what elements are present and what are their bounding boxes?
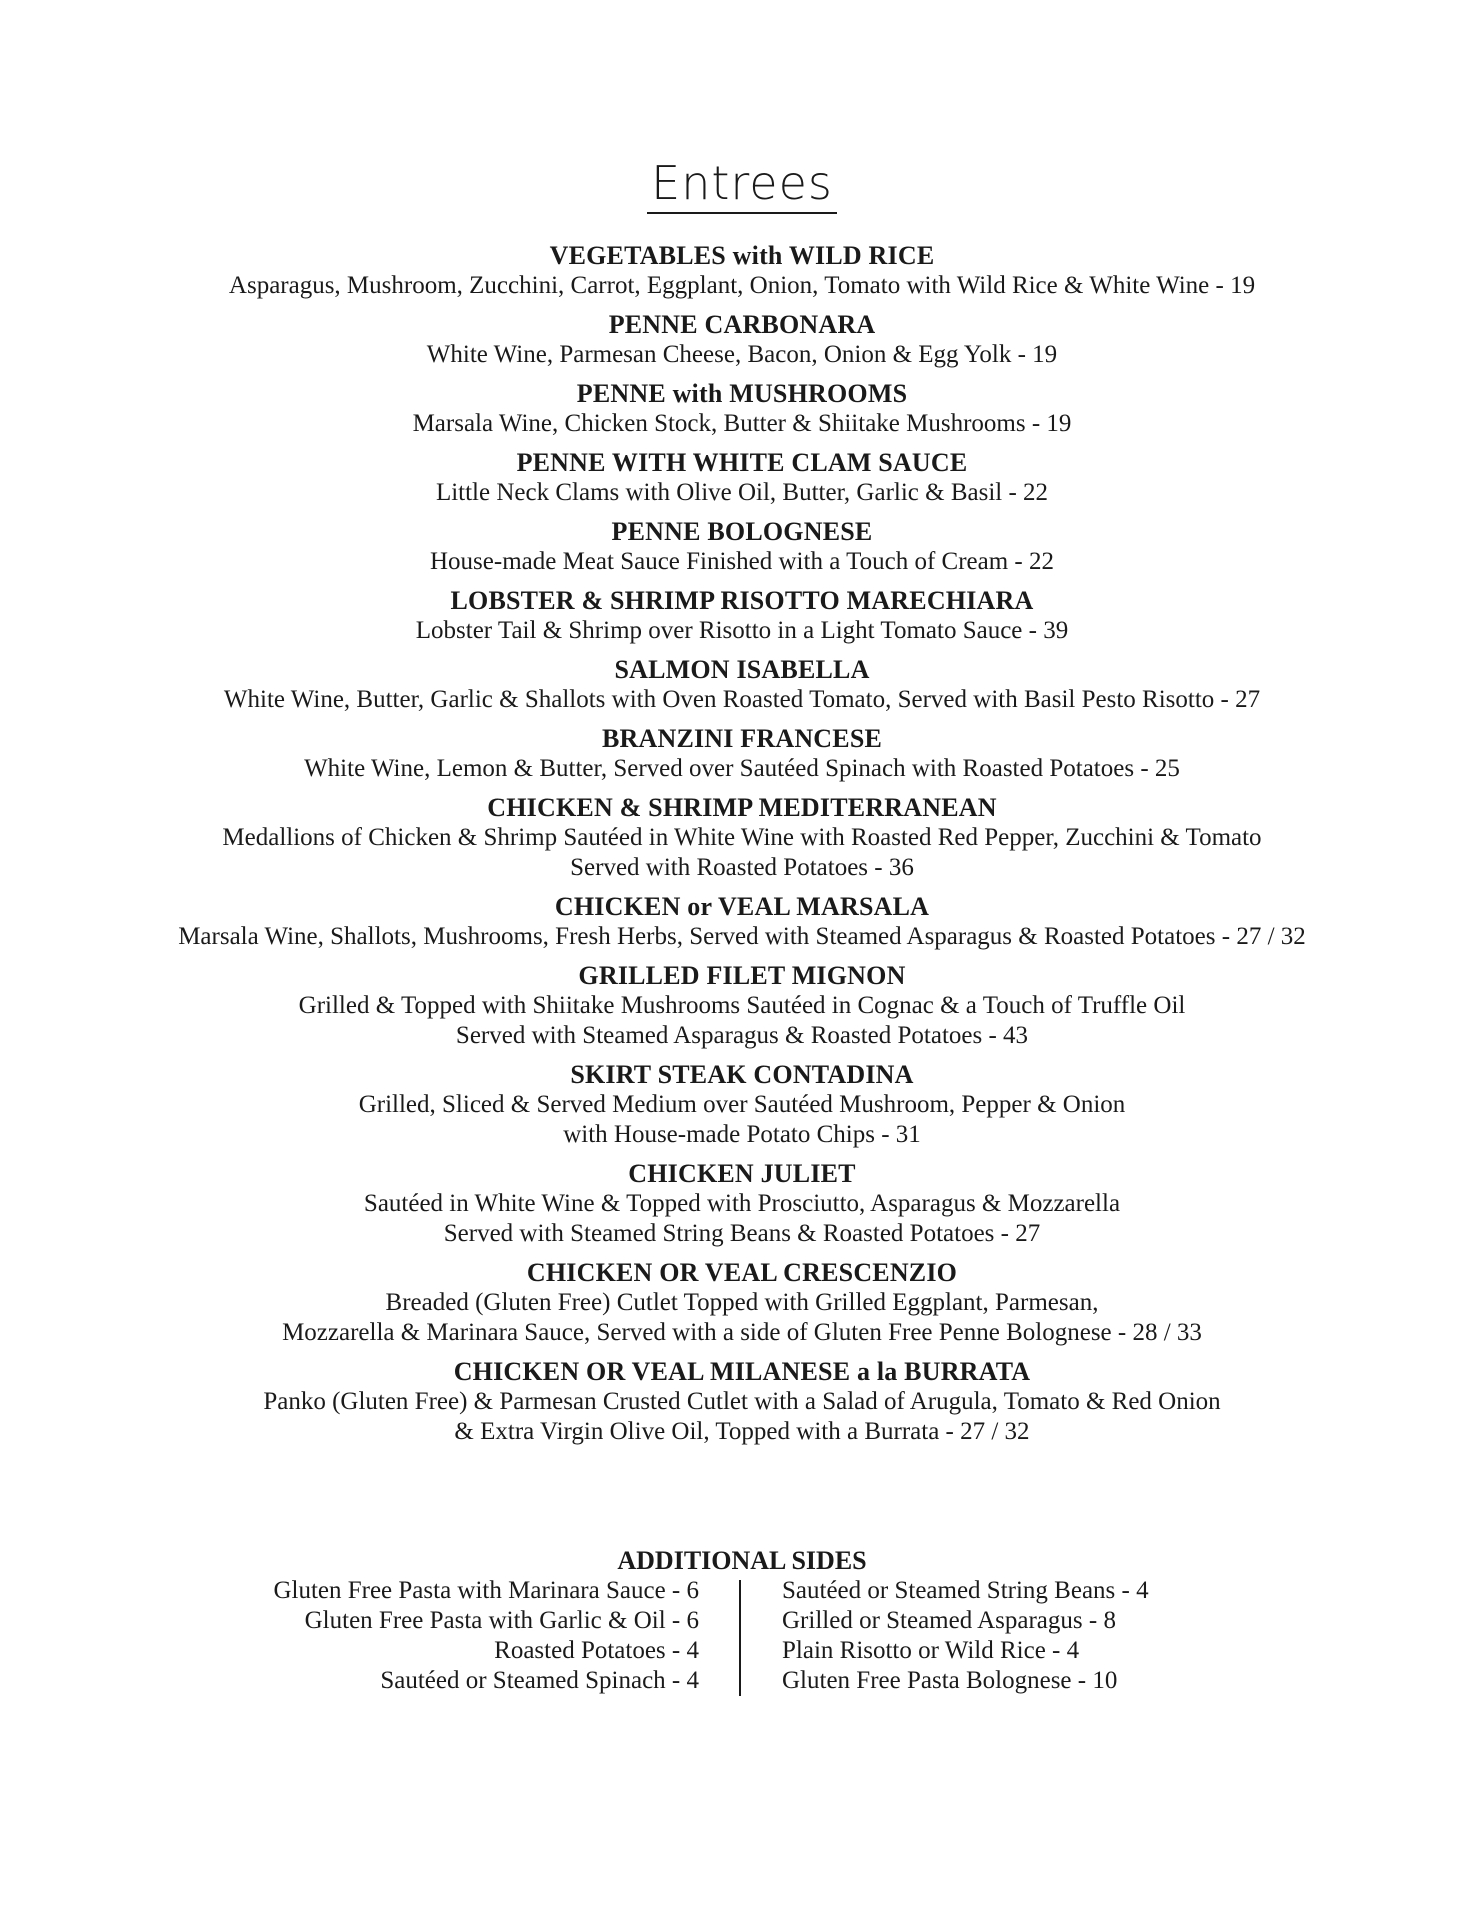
side-item: Gluten Free Pasta with Marinara Sauce - 6 bbox=[273, 1577, 699, 1604]
item-description: Served with Roasted Potatoes - 36 bbox=[570, 854, 914, 881]
sides-divider bbox=[739, 1580, 741, 1696]
item-description: Little Neck Clams with Olive Oil, Butter, Garlic & Basil - 22 bbox=[435, 479, 1049, 506]
item-description: Mozzarella & Marinara Sauce, Served with a side of Gluten Free Penne Bolognese - 28 / 33 bbox=[282, 1319, 1202, 1346]
entrees-list bbox=[0, 240, 1484, 1455]
menu-item bbox=[0, 378, 1484, 439]
menu-item bbox=[0, 309, 1484, 370]
item-description: White Wine, Butter, Garlic & Shallots with Oven Roasted Tomato, Served with Basil Pesto Risotto - 27 bbox=[223, 686, 1261, 713]
sides-columns bbox=[0, 1576, 1484, 1706]
additional-sides bbox=[0, 1545, 1484, 1706]
item-description: Panko (Gluten Free) & Parmesan Crusted Cutlet with a Salad of Arugula, Tomato & Red Onion bbox=[263, 1388, 1221, 1415]
item-name: CHICKEN JULIET bbox=[628, 1159, 856, 1188]
item-name: CHICKEN OR VEAL MILANESE a la BURRATA bbox=[453, 1357, 1031, 1386]
menu-item bbox=[0, 654, 1484, 715]
menu-item bbox=[0, 1158, 1484, 1249]
menu-item bbox=[0, 585, 1484, 646]
menu-item bbox=[0, 960, 1484, 1051]
page-title bbox=[0, 156, 1484, 214]
item-description: Grilled, Sliced & Served Medium over Sautéed Mushroom, Pepper & Onion bbox=[358, 1091, 1126, 1118]
menu-item bbox=[0, 447, 1484, 508]
item-name: SALMON ISABELLA bbox=[614, 655, 870, 684]
item-name: SKIRT STEAK CONTADINA bbox=[570, 1060, 914, 1089]
item-name: CHICKEN & SHRIMP MEDITERRANEAN bbox=[487, 793, 997, 822]
sides-right-column bbox=[782, 1576, 1149, 1696]
menu-item bbox=[0, 516, 1484, 577]
item-description: Sautéed in White Wine & Topped with Prosciutto, Asparagus & Mozzarella bbox=[363, 1190, 1121, 1217]
menu-item bbox=[0, 1257, 1484, 1348]
item-description: Marsala Wine, Shallots, Mushrooms, Fresh Herbs, Served with Steamed Asparagus & Roasted Potatoes - 27 / 32 bbox=[178, 923, 1306, 950]
sides-title: ADDITIONAL SIDES bbox=[617, 1546, 867, 1575]
item-name: BRANZINI FRANCESE bbox=[601, 724, 883, 753]
side-item: Gluten Free Pasta with Garlic & Oil - 6 bbox=[304, 1607, 699, 1634]
menu-item bbox=[0, 891, 1484, 952]
item-description: with House-made Potato Chips - 31 bbox=[563, 1121, 921, 1148]
item-name: PENNE BOLOGNESE bbox=[611, 517, 873, 546]
item-name: LOBSTER & SHRIMP RISOTTO MARECHIARA bbox=[450, 586, 1034, 615]
side-item: Sautéed or Steamed String Beans - 4 bbox=[782, 1577, 1149, 1604]
item-description: Asparagus, Mushroom, Zucchini, Carrot, Eggplant, Onion, Tomato with Wild Rice & White Wine - 19 bbox=[228, 272, 1256, 299]
item-description: Medallions of Chicken & Shrimp Sautéed in White Wine with Roasted Red Pepper, Zucchini & Tomato bbox=[222, 824, 1262, 851]
item-description: White Wine, Parmesan Cheese, Bacon, Onion & Egg Yolk - 19 bbox=[426, 341, 1058, 368]
menu-item bbox=[0, 723, 1484, 784]
item-name: GRILLED FILET MIGNON bbox=[578, 961, 906, 990]
menu-item bbox=[0, 792, 1484, 883]
item-name: CHICKEN OR VEAL CRESCENZIO bbox=[526, 1258, 958, 1287]
item-description: Grilled & Topped with Shiitake Mushrooms Sautéed in Cognac & a Touch of Truffle Oil bbox=[298, 992, 1186, 1019]
item-description: Marsala Wine, Chicken Stock, Butter & Shiitake Mushrooms - 19 bbox=[412, 410, 1072, 437]
item-name: VEGETABLES with WILD RICE bbox=[549, 241, 935, 270]
item-description: Lobster Tail & Shrimp over Risotto in a Light Tomato Sauce - 39 bbox=[415, 617, 1069, 644]
item-name: PENNE CARBONARA bbox=[608, 310, 876, 339]
side-item: Grilled or Steamed Asparagus - 8 bbox=[782, 1607, 1116, 1634]
item-description: Breaded (Gluten Free) Cutlet Topped with Grilled Eggplant, Parmesan, bbox=[385, 1289, 1099, 1316]
menu-item bbox=[0, 240, 1484, 301]
item-description: White Wine, Lemon & Butter, Served over Sautéed Spinach with Roasted Potatoes - 25 bbox=[304, 755, 1180, 782]
menu-item bbox=[0, 1356, 1484, 1447]
page-title-text: Entrees bbox=[647, 160, 837, 214]
side-item: Roasted Potatoes - 4 bbox=[494, 1637, 699, 1664]
item-description: & Extra Virgin Olive Oil, Topped with a Burrata - 27 / 32 bbox=[454, 1418, 1030, 1445]
item-name: PENNE with MUSHROOMS bbox=[576, 379, 908, 408]
item-name: PENNE WITH WHITE CLAM SAUCE bbox=[516, 448, 968, 477]
item-description: House-made Meat Sauce Finished with a Touch of Cream - 22 bbox=[429, 548, 1055, 575]
side-item: Gluten Free Pasta Bolognese - 10 bbox=[782, 1667, 1118, 1694]
item-description: Served with Steamed String Beans & Roasted Potatoes - 27 bbox=[443, 1220, 1041, 1247]
item-description: Served with Steamed Asparagus & Roasted Potatoes - 43 bbox=[455, 1022, 1029, 1049]
item-name: CHICKEN or VEAL MARSALA bbox=[554, 892, 930, 921]
sides-left-column bbox=[273, 1576, 699, 1696]
side-item: Sautéed or Steamed Spinach - 4 bbox=[380, 1667, 699, 1694]
side-item: Plain Risotto or Wild Rice - 4 bbox=[782, 1637, 1080, 1664]
menu-item bbox=[0, 1059, 1484, 1150]
